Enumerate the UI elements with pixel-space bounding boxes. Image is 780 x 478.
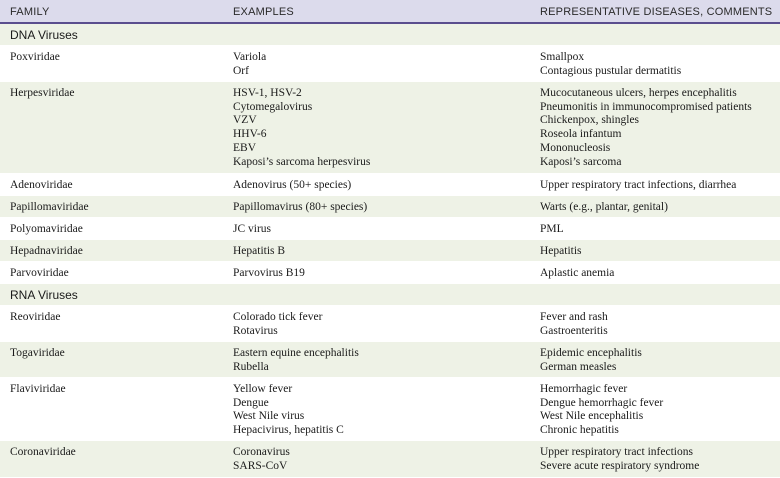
table-header — [0, 0, 780, 24]
table-row — [0, 306, 780, 342]
family-cell: Hepadnaviridae — [10, 245, 83, 257]
section-title: DNA Viruses — [10, 28, 78, 42]
table-row — [0, 378, 780, 441]
examples-cell: JC virus — [233, 223, 272, 235]
section-title: RNA Viruses — [10, 288, 78, 302]
examples-cell: Hepatitis B — [233, 245, 286, 257]
examples-cell: Adenovirus (50+ species) — [233, 179, 352, 191]
table-row — [0, 46, 780, 82]
header-family: FAMILY — [10, 6, 50, 18]
family-cell: Coronaviridae — [10, 446, 76, 458]
diseases-cell: Hepatitis — [540, 245, 582, 257]
family-cell: Reoviridae — [10, 311, 61, 323]
table-row — [0, 174, 780, 196]
family-cell: Herpesviridae — [10, 87, 75, 99]
diseases-cell: Upper respiratory tract infections Severe acute respiratory syndrome — [540, 446, 700, 472]
family-cell: Parvoviridae — [10, 267, 69, 279]
table-row — [0, 441, 780, 478]
examples-cell: HSV-1, HSV-2 Cytomegalovirus VZV HHV-6 EBV Kaposi’s sarcoma herpesvirus — [233, 87, 371, 168]
table-row — [0, 342, 780, 378]
examples-cell: Parvovirus B19 — [233, 267, 305, 279]
diseases-cell: Smallpox Contagious pustular dermatitis — [540, 51, 682, 77]
diseases-cell: PML — [540, 223, 564, 235]
diseases-cell: Fever and rash Gastroenteritis — [540, 311, 608, 337]
examples-cell: Yellow fever Dengue West Nile virus Hepacivirus, hepatitis C — [233, 383, 344, 437]
section-dna — [0, 24, 780, 46]
diseases-cell: Upper respiratory tract infections, diarrhea — [540, 179, 737, 191]
table-row — [0, 218, 780, 240]
family-cell: Polyomaviridae — [10, 223, 83, 235]
section-rna — [0, 284, 780, 306]
diseases-cell: Mucocutaneous ulcers, herpes encephalitis Pneumonitis in immunocompromised patients Chickenpox, shingles Roseola infantum Mononucleosis Kaposi’s sarcoma — [540, 87, 752, 168]
table-row — [0, 196, 780, 218]
examples-cell: Papillomavirus (80+ species) — [233, 201, 368, 213]
family-cell: Togaviridae — [10, 347, 65, 359]
examples-cell: Colorado tick fever Rotavirus — [233, 311, 323, 337]
family-cell: Flaviviridae — [10, 383, 66, 395]
family-cell: Poxviridae — [10, 51, 60, 63]
diseases-cell: Epidemic encephalitis German measles — [540, 347, 642, 373]
examples-cell: Eastern equine encephalitis Rubella — [233, 347, 359, 373]
diseases-cell: Hemorrhagic fever Dengue hemorrhagic fever West Nile encephalitis Chronic hepatitis — [540, 383, 664, 437]
table-row — [0, 82, 780, 174]
diseases-cell: Warts (e.g., plantar, genital) — [540, 201, 668, 213]
family-cell: Papillomaviridae — [10, 201, 89, 213]
family-cell: Adenoviridae — [10, 179, 73, 191]
diseases-cell: Aplastic anemia — [540, 267, 615, 279]
examples-cell: Variola Orf — [233, 51, 267, 77]
table-row — [0, 240, 780, 262]
header-examples: EXAMPLES — [233, 6, 294, 18]
table-row — [0, 262, 780, 284]
header-diseases: REPRESENTATIVE DISEASES, COMMENTS — [540, 6, 773, 18]
examples-cell: Coronavirus SARS-CoV — [233, 446, 290, 472]
